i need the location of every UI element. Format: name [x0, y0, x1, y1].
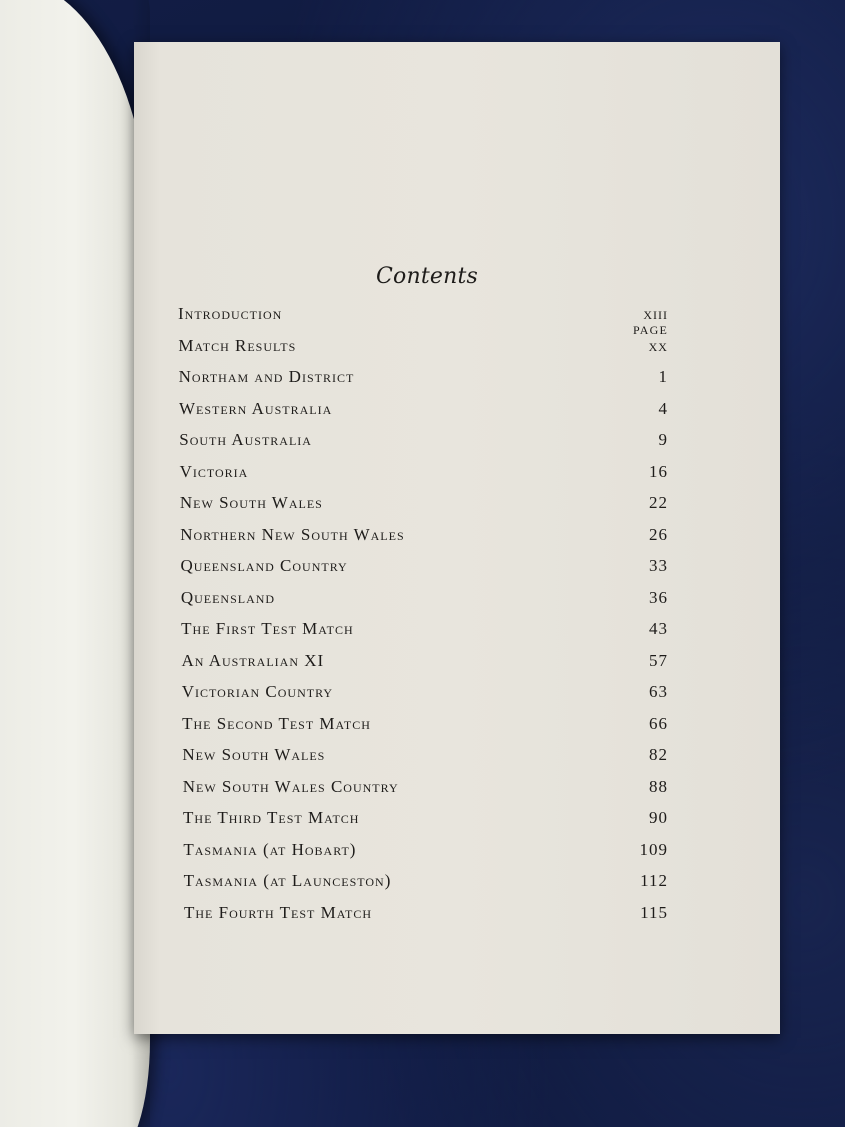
- toc-entry-page: 88: [648, 776, 668, 796]
- toc-entry-title: Northam and District: [178, 367, 355, 387]
- toc-entry-title: Victorian Country: [181, 682, 334, 702]
- toc-entry-title: The Third Test Match: [183, 808, 360, 828]
- toc-entry: [183, 840, 668, 866]
- toc-entry-page: 112: [640, 871, 668, 891]
- toc-entry: [179, 430, 668, 456]
- toc-entry-page: 1: [658, 367, 668, 387]
- toc-entry-title: The Fourth Test Match: [184, 903, 373, 922]
- toc-entry-title: New South Wales Country: [182, 776, 399, 796]
- toc-entry-page: 22: [648, 493, 668, 513]
- toc-entry-page: 33: [648, 556, 668, 576]
- toc-entry: [183, 808, 668, 834]
- toc-entry-title: Queensland Country: [180, 556, 348, 576]
- contents-page: [134, 42, 780, 1034]
- toc-entry: [182, 682, 668, 708]
- toc-entry-page: 57: [648, 650, 668, 670]
- table-of-contents: [134, 42, 780, 1034]
- toc-entry-page: 36: [648, 587, 668, 607]
- toc-entry: [180, 493, 668, 519]
- toc-entry-title: The Second Test Match: [182, 713, 371, 733]
- toc-entry-title: Match Results: [178, 335, 297, 355]
- facing-left-page: [0, 0, 150, 1127]
- toc-entry-title: South Australia: [179, 430, 312, 450]
- toc-entry-page: 43: [648, 619, 668, 639]
- toc-entry: [178, 336, 668, 362]
- toc-entry-title: Tasmania (at Hobart): [183, 839, 357, 859]
- toc-entry-page: 4: [658, 398, 668, 418]
- toc-entry: [181, 619, 668, 645]
- toc-entry-title: Northern New South Wales: [180, 524, 405, 544]
- toc-entry: [178, 304, 668, 330]
- toc-entry-page: 9: [658, 430, 668, 450]
- toc-entry-title: New South Wales: [182, 745, 326, 765]
- toc-entry: [183, 777, 668, 803]
- toc-entry-title: New South Wales: [179, 493, 323, 513]
- toc-entry: [180, 462, 668, 488]
- toc-entry-page: 16: [648, 461, 668, 481]
- toc-entry-title: Queensland: [180, 587, 276, 607]
- toc-entry-page: 115: [640, 903, 668, 922]
- toc-entry: [182, 745, 668, 771]
- toc-entry-title: The First Test Match: [181, 619, 354, 639]
- toc-entry-page: xx: [648, 335, 668, 355]
- toc-entry: [184, 871, 668, 897]
- contents-heading: Contents: [375, 264, 478, 289]
- toc-entry: [184, 903, 668, 929]
- toc-entry-page: 109: [639, 839, 668, 859]
- toc-entry-title: Victoria: [179, 461, 249, 481]
- toc-entry-page: xiii: [643, 304, 668, 323]
- toc-entry: [180, 525, 668, 551]
- toc-entry-page: 66: [648, 713, 668, 733]
- toc-entry: [182, 714, 668, 740]
- toc-entry: [179, 399, 668, 425]
- toc-entry-page: 82: [648, 745, 668, 765]
- toc-entry-title: Introduction: [178, 304, 283, 323]
- toc-entry-title: An Australian XI: [181, 650, 325, 670]
- toc-entry-page: 63: [648, 682, 668, 702]
- toc-entry-page: 26: [648, 524, 668, 544]
- toc-entry-page: 90: [648, 808, 668, 828]
- toc-entry: [181, 556, 668, 582]
- page-column-label: PAGE: [632, 323, 668, 337]
- toc-entry: [181, 588, 668, 614]
- toc-entry: [179, 367, 668, 393]
- toc-entry-title: Western Australia: [178, 398, 333, 418]
- toc-entry: [181, 651, 668, 677]
- toc-entry-title: Tasmania (at Launceston): [183, 871, 392, 891]
